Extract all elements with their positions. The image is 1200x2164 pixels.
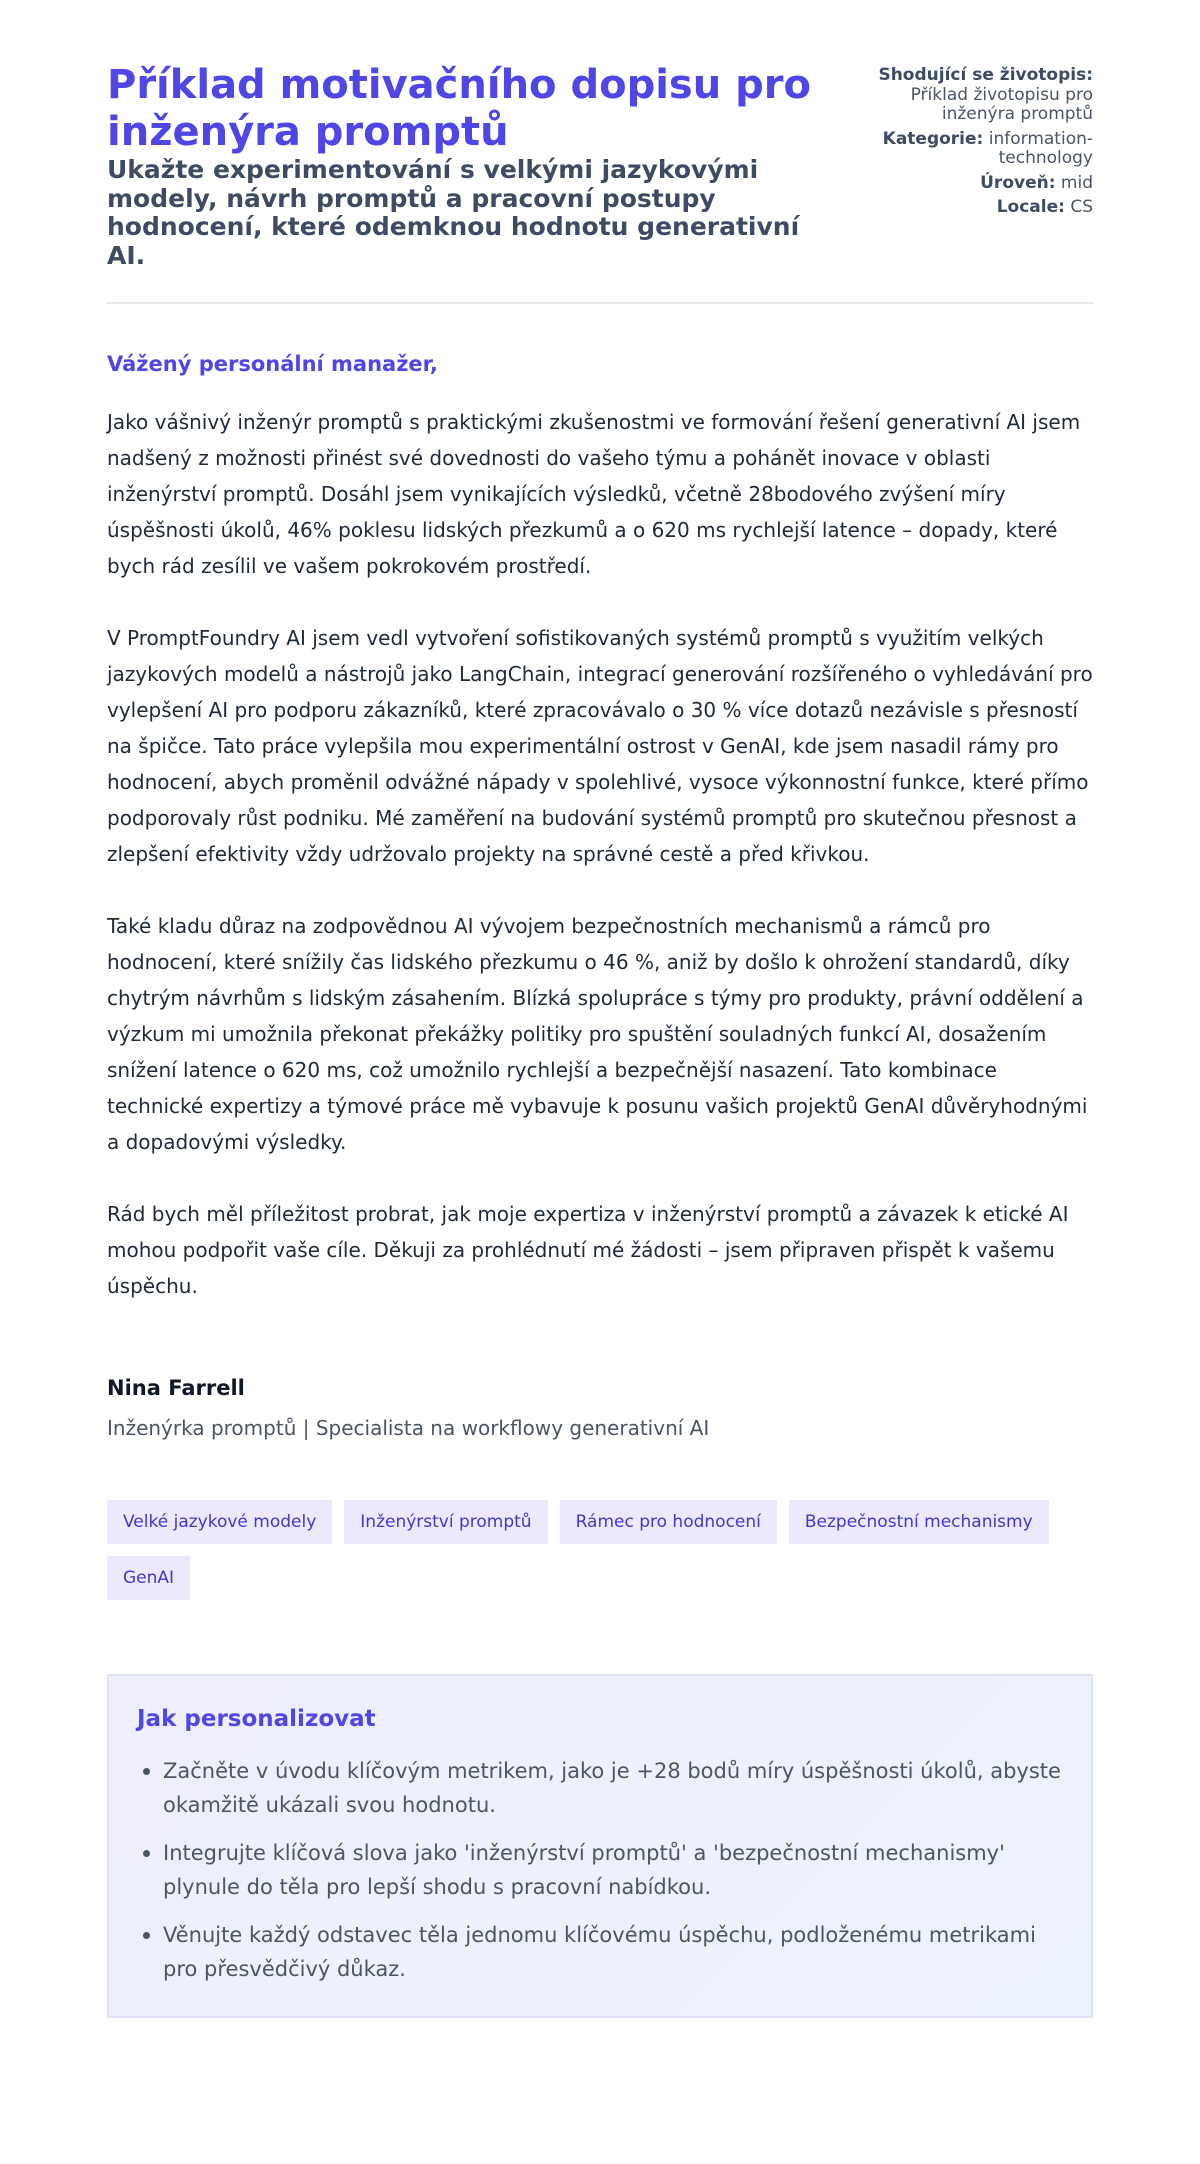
meta-value: information-technology — [988, 128, 1093, 168]
skill-tag: Velké jazykové modely — [107, 1500, 332, 1544]
meta-label: Úroveň: — [980, 172, 1056, 193]
tips-item-text: Integrujte klíčová slova jako 'inženýrství promptů' a 'bezpečnostní mechanismy' plynule do těla pro lepší shodu s pracovní nabídkou. — [163, 1841, 1005, 1899]
letter-paragraph: Rád bych měl příležitost probrat, jak moje expertiza v inženýrství promptů a závazek k etické AI mohou podpořit vaše cíle. Děkuji za prohlédnutí mé žádosti – jsem připraven přispět k vašemu úspěchu. — [107, 1202, 1069, 1298]
tips-list-item — [163, 1836, 1063, 1904]
meta-value: mid — [1060, 172, 1093, 193]
skill-tag: GenAI — [107, 1556, 190, 1600]
page-subtitle: Ukažte experimentování s velkými jazykovými modely, návrh promptů a pracovní postupy hodnocení, které odemknou hodnotu generativní AI. — [107, 155, 800, 270]
letter-salutation: Vážený personální manažer, — [107, 352, 438, 376]
tips-title: Jak personalizovat — [137, 1706, 376, 1732]
meta-label: Shodující se životopis: — [878, 65, 1093, 85]
signature-name: Nina Farrell — [107, 1376, 245, 1400]
tips-list — [137, 1754, 1063, 1986]
meta-level — [853, 174, 1093, 194]
letter-body — [107, 404, 1093, 1304]
bullet-icon — [143, 1850, 150, 1857]
bullet-icon — [143, 1768, 150, 1775]
tips-item-text: Začněte v úvodu klíčovým metrikem, jako je +28 bodů míry úspěšnosti úkolů, abyste okamžitě ukázali svou hodnotu. — [163, 1759, 1061, 1817]
header-titles — [107, 62, 827, 270]
meta-value: Příklad životopisu pro inženýra promptů — [910, 84, 1093, 124]
signature-role: Inženýrka promptů | Specialista na workflowy generativní AI — [107, 1416, 710, 1440]
meta-label: Kategorie: — [882, 128, 984, 149]
letter-paragraph: Jako vášnivý inženýr promptů s praktickými zkušenostmi ve formování řešení generativní AI jsem nadšený z možnosti přinést své dovednosti do vašeho týmu a pohánět inovace v oblasti inženýrství promptů. Dosáhl jsem vynikajících výsledků, včetně 28bodového zvýšení míry úspěšnosti úkolů, 46% poklesu lidských přezkumů a o 620 ms rychlejší latence – dopady, které bych rád zesílil ve vašem pokrokovém prostředí. — [107, 410, 1081, 578]
document-header — [107, 62, 1093, 304]
page-title: Příklad motivačního dopisu pro inženýra promptů — [107, 62, 811, 155]
skill-tag: Rámec pro hodnocení — [560, 1500, 777, 1544]
letter-paragraph: Také kladu důraz na zodpovědnou AI vývojem bezpečnostních mechanismů a rámců pro hodnocení, které snížily čas lidského přezkumu o 46 %, aniž by došlo k ohrožení standardů, díky chytrým návrhům s lidským zásahením. Blízká spolupráce s týmy pro produkty, právní oddělení a výzkum mi umožnila překonat překážky politiky pro spuštění souladných funkcí AI, dosažením snížení latence o 620 ms, což umožnilo rychlejší a bezpečnější nasazení. Tato kombinace technické expertizy a týmové práce mě vybavuje k posunu vašich projektů GenAI důvěryhodnými a dopadovými výsledky. — [107, 914, 1088, 1154]
tips-list-item — [163, 1754, 1063, 1822]
meta-locale — [853, 198, 1093, 218]
meta-category — [853, 130, 1093, 169]
tips-item-text: Věnujte každý odstavec těla jednomu klíčovému úspěchu, podloženému metrikami pro přesvědčivý důkaz. — [163, 1923, 1036, 1981]
meta-value: CS — [1070, 197, 1093, 217]
meta-matching-resume — [853, 66, 1093, 125]
document-meta — [853, 62, 1093, 223]
letter-signature — [107, 1374, 1093, 1442]
letter-paragraph: V PromptFoundry AI jsem vedl vytvoření sofistikovaných systémů promptů s využitím velkých jazykových modelů a nástrojů jako LangChain, integrací generování rozšířeného o vyhledávání pro vylepšení AI pro podporu zákazníků, které zpracovávalo o 30 % více dotazů nezávisle s přesností na špičce. Tato práce vylepšila mou experimentální ostrost v GenAI, kde jsem nasadil rámy pro hodnocení, abych proměnil odvážné nápady v spolehlivé, vysoce výkonnostní funkce, které přímo podporovaly růst podniku. Mé zaměření na budování systémů promptů pro skutečnou přesnost a zlepšení efektivity vždy udržovalo projekty na správné cestě a před křivkou. — [107, 626, 1093, 866]
skill-tag: Inženýrství promptů — [344, 1500, 547, 1544]
tips-list-item — [163, 1918, 1063, 1986]
meta-label: Locale: — [996, 197, 1065, 217]
skill-tags — [107, 1500, 1097, 1600]
personalization-tips — [107, 1674, 1093, 2018]
skill-tag: Bezpečnostní mechanismy — [789, 1500, 1049, 1544]
bullet-icon — [143, 1932, 150, 1939]
